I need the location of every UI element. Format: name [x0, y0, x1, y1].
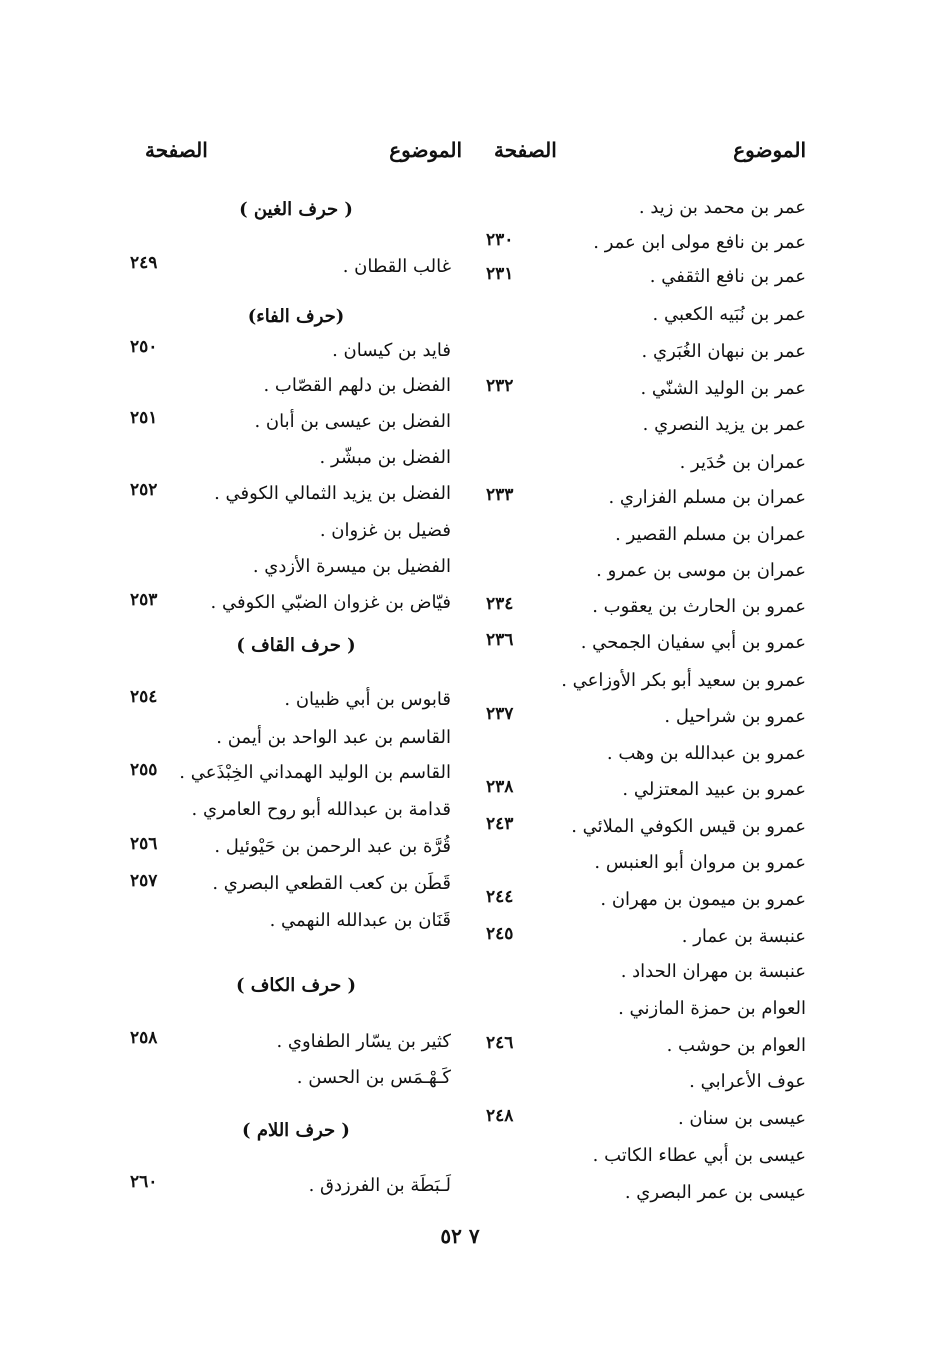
right-entry-page: ٢٣١ [486, 264, 514, 284]
right-entry-page: ٢٤٥ [486, 924, 514, 944]
section-heading-qaf: ( حرف القاف ) [236, 635, 356, 656]
left-entry-page: ٢٥٦ [130, 834, 158, 854]
left-entry: قدامة بن عبدالله أبو روح العامري . [191, 799, 451, 820]
right-entry-page: ٢٣٠ [486, 230, 514, 250]
left-entry: الفضيل بن ميسرة الأزدي . [252, 556, 451, 577]
right-entry: عنبسة بن عمار . [681, 926, 806, 947]
right-entry: عمران بن حُدَير . [679, 452, 806, 473]
left-entry: فضيل بن غزوان . [319, 520, 451, 541]
left-entry: كَـهْـمَس بن الحسن . [296, 1067, 451, 1088]
left-entry: القاسم بن الوليد الهمداني الخِبْذَعي . [179, 762, 451, 783]
left-entry-page: ٢٥٨ [130, 1028, 158, 1048]
left-entry: قابوس بن أبي ظبيان . [284, 689, 451, 710]
right-entry: العوام بن حوشب . [666, 1035, 806, 1056]
right-entry: العوام بن حمزة المازني . [618, 998, 806, 1019]
right-entry-page: ٢٤٦ [486, 1033, 514, 1053]
right-entry: عمرو بن قيس الكوفي الملائي . [571, 816, 806, 837]
left-entry: قَنَان بن عبدالله النهمي . [269, 910, 451, 931]
right-entry: عمرو بن الحارث بن يعقوب . [592, 596, 806, 617]
left-entry-page: ٢٥٧ [130, 871, 158, 891]
left-entry: لَـبَطَة بن الفرزدق . [308, 1175, 451, 1196]
right-entry: عوف الأعرابي . [689, 1071, 806, 1092]
right-entry: عمر بن نافع مولى ابن عمر . [593, 232, 806, 253]
right-entry-page: ٢٣٢ [486, 376, 514, 396]
right-entry: عمرو بن مروان أبو العنبس . [594, 852, 806, 873]
left-entry-page: ٢٦٠ [130, 1172, 158, 1192]
right-entry: عمرو بن ميمون بن مهران . [600, 889, 806, 910]
left-entry: قُرَّة بن عبد الرحمن بن حَيْوئيل . [214, 836, 451, 857]
section-heading-ghain: ( حرف الغين ) [239, 199, 353, 220]
right-entry: عمرو بن أبي سفيان الجمحي . [580, 632, 806, 653]
left-entry: كثير بن يسّار الطفاوي . [276, 1031, 451, 1052]
left-entry: قَطَن بن كعب القطعي البصري . [212, 873, 451, 894]
right-topic-header: الموضوع [733, 138, 806, 162]
left-entry: فيّاض بن غزوان الضبّي الكوفي . [210, 592, 451, 613]
left-entry: الفضل بن عيسى بن أبان . [254, 411, 451, 432]
right-entry-page: ٢٣٣ [486, 485, 514, 505]
right-entry: عمران بن موسى بن عمرو . [596, 560, 806, 581]
left-entry: غالب القطان . [342, 256, 451, 277]
right-entry: عمرو بن سعيد أبو بكر الأوزاعي . [561, 670, 806, 691]
right-entry-page: ٢٤٤ [486, 887, 514, 907]
left-entry-page: ٢٥٥ [130, 760, 158, 780]
left-topic-header: الموضوع [389, 138, 462, 162]
right-page-header: الصفحة [494, 138, 557, 162]
right-entry: عمرو بن عبدالله بن وهب . [606, 743, 806, 764]
right-entry-page: ٢٣٦ [486, 630, 514, 650]
left-entry-page: ٢٥١ [130, 408, 158, 428]
left-entry-page: ٢٥٢ [130, 480, 158, 500]
right-entry: عمران بن مسلم الفزاري . [608, 487, 806, 508]
left-entry-page: ٢٥٣ [130, 590, 158, 610]
left-entry: فايد بن كيسان . [332, 340, 451, 361]
right-entry-page: ٢٣٨ [486, 777, 514, 797]
right-entry: عمر بن الوليد الشنّي . [640, 378, 806, 399]
right-entry-page: ٢٤٨ [486, 1106, 514, 1126]
section-heading-kaf: ( حرف الكاف ) [235, 975, 357, 996]
left-entry: الفضل بن مبشّر . [319, 447, 451, 468]
right-entry: عمر بن نبهان الغُبَري . [641, 341, 806, 362]
left-entry-page: ٢٥٠ [130, 337, 158, 357]
left-entry: القاسم بن عبد الواحد بن أيمن . [216, 727, 451, 748]
right-entry: عمران بن مسلم القصير . [615, 524, 806, 545]
right-entry: عيسى بن سنان . [677, 1108, 806, 1129]
left-entry: الفضل بن يزيد الثمالي الكوفي . [214, 483, 451, 504]
section-heading-lam: ( حرف اللام ) [242, 1120, 350, 1141]
right-entry: عيسى بن أبي عطاء الكاتب . [592, 1145, 806, 1166]
left-entry-page: ٢٥٤ [130, 687, 158, 707]
right-entry: عمر بن نافع الثقفي . [649, 266, 806, 287]
right-entry: عيسى بن عمر البصري . [624, 1182, 806, 1203]
right-entry: عمرو بن شراحيل . [664, 706, 806, 727]
right-entry-page: ٢٣٤ [486, 594, 514, 614]
right-entry: عمر بن محمد بن زيد . [638, 197, 806, 218]
right-entry: عمر بن يزيد النصري . [642, 414, 806, 435]
right-entry-page: ٢٤٣ [486, 814, 514, 834]
right-entry-page: ٢٣٧ [486, 704, 514, 724]
page-number: ٧ ٥٢ [440, 1224, 480, 1248]
right-entry: عمرو بن عبيد المعتزلي . [622, 779, 806, 800]
left-entry: الفضل بن دلهم القصّاب . [263, 375, 451, 396]
right-entry: عمر بن نُبَيه الكعبي . [652, 304, 806, 325]
left-entry-page: ٢٤٩ [130, 253, 158, 273]
left-page-header: الصفحة [145, 138, 208, 162]
section-heading-fa: (حرف الفاء) [247, 306, 345, 327]
right-entry: عنبسة بن مهران الحداد . [620, 961, 806, 982]
